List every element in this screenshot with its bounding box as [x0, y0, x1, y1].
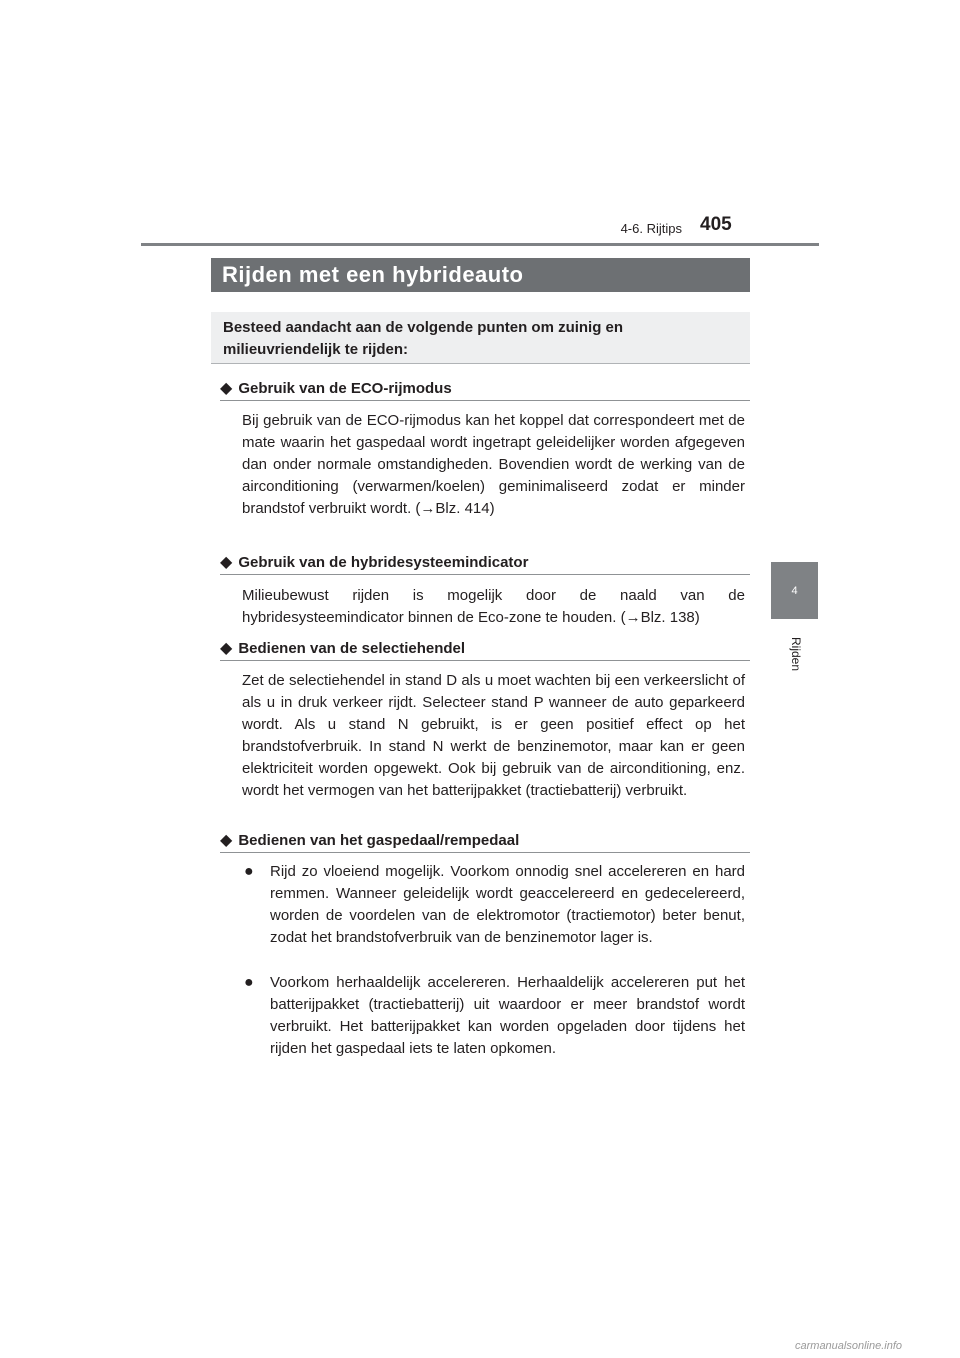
- chapter-number: 4: [791, 584, 798, 597]
- list-item: [244, 972, 745, 1060]
- paragraph-hybrid-indicator: Milieubewust rijden is mogelijk door de naald van de hybridesysteemindicator binnen de Eco-zone te houden. (→Blz. 138): [242, 587, 745, 626]
- subheading-text: Gebruik van de ECO-rijmodus: [238, 380, 452, 397]
- list-item: [244, 861, 745, 949]
- bullet-icon: ●: [244, 974, 254, 991]
- diamond-icon: ◆: [220, 380, 233, 397]
- diamond-icon: ◆: [220, 554, 233, 571]
- list-item-text: Rijd zo vloeiend mogelijk. Voorkom onnodig snel accelereren en hard remmen. Wanneer geleidelijk wordt geaccelereerd en gedecelereerd, worden de voordelen van de elektromotor (tractiemotor) beter benut, zodat het brandstofverbruik van de benzinemotor lager is.: [270, 863, 745, 946]
- subheading-text: Gebruik van de hybridesysteemindicator: [238, 554, 529, 571]
- intro-box: Besteed aandacht aan de volgende punten om zuinig en milieuvriendelijk te rijden:: [211, 312, 750, 364]
- paragraph-eco-mode: Bij gebruik van de ECO-rijmodus kan het koppel dat correspondeert met de mate waarin het gaspedaal wordt ingetrapt geleidelijker worden afgegeven dan onder normale omstandigheden. Bovendien wordt de werking van de airconditioning (verwarmen/koelen) geminimaliseerd zodat er minder brandstof verbruikt wordt. (→Blz. 414): [242, 412, 745, 517]
- diamond-icon: ◆: [220, 832, 233, 849]
- bullet-icon: ●: [244, 863, 254, 880]
- section-title: Rijden met een hybrideauto: [211, 258, 750, 292]
- subheading-hybrid-indicator: [220, 553, 750, 575]
- subheading-text: Bedienen van het gaspedaal/rempedaal: [238, 832, 520, 849]
- subheading-selector-lever: [220, 639, 750, 661]
- page-number: 405: [700, 214, 732, 235]
- list-item-text: Voorkom herhaaldelijk accelereren. Herhaaldelijk accelereren put het batterijpakket (tractiebatterij) uit waardoor er meer brandstof wordt verbruikt. Het batterijpakket kan worden opgeladen door tijdens het rijden het gaspedaal iets te laten opkomen.: [270, 974, 745, 1057]
- paragraph-selector-lever: Zet de selectiehendel in stand D als u moet wachten bij een verkeerslicht of als u in druk verkeer rijdt. Selecteer stand P wanneer de auto geparkeerd wordt. Als u stand N gebruikt, is er geen positief effect op het brandstofverbruik. In stand N werkt de benzinemotor, maar kan er geen elektriciteit worden opgewekt. Ook bij gebruik van de airconditioning, enz. wordt het vermogen van het batterijpakket (tractiebatterij) verbruikt.: [242, 672, 745, 799]
- subheading-text: Bedienen van de selectiehendel: [238, 640, 466, 657]
- watermark: carmanualsonline.info: [795, 1340, 903, 1352]
- running-header-section: 4-6. Rijtips: [620, 221, 682, 236]
- subheading-eco-mode: [220, 379, 750, 401]
- diamond-icon: ◆: [220, 640, 233, 657]
- subheading-pedals: [220, 831, 750, 853]
- chapter-tab: [771, 562, 818, 619]
- chapter-label: Rijden: [789, 636, 803, 672]
- header-divider: [141, 243, 819, 246]
